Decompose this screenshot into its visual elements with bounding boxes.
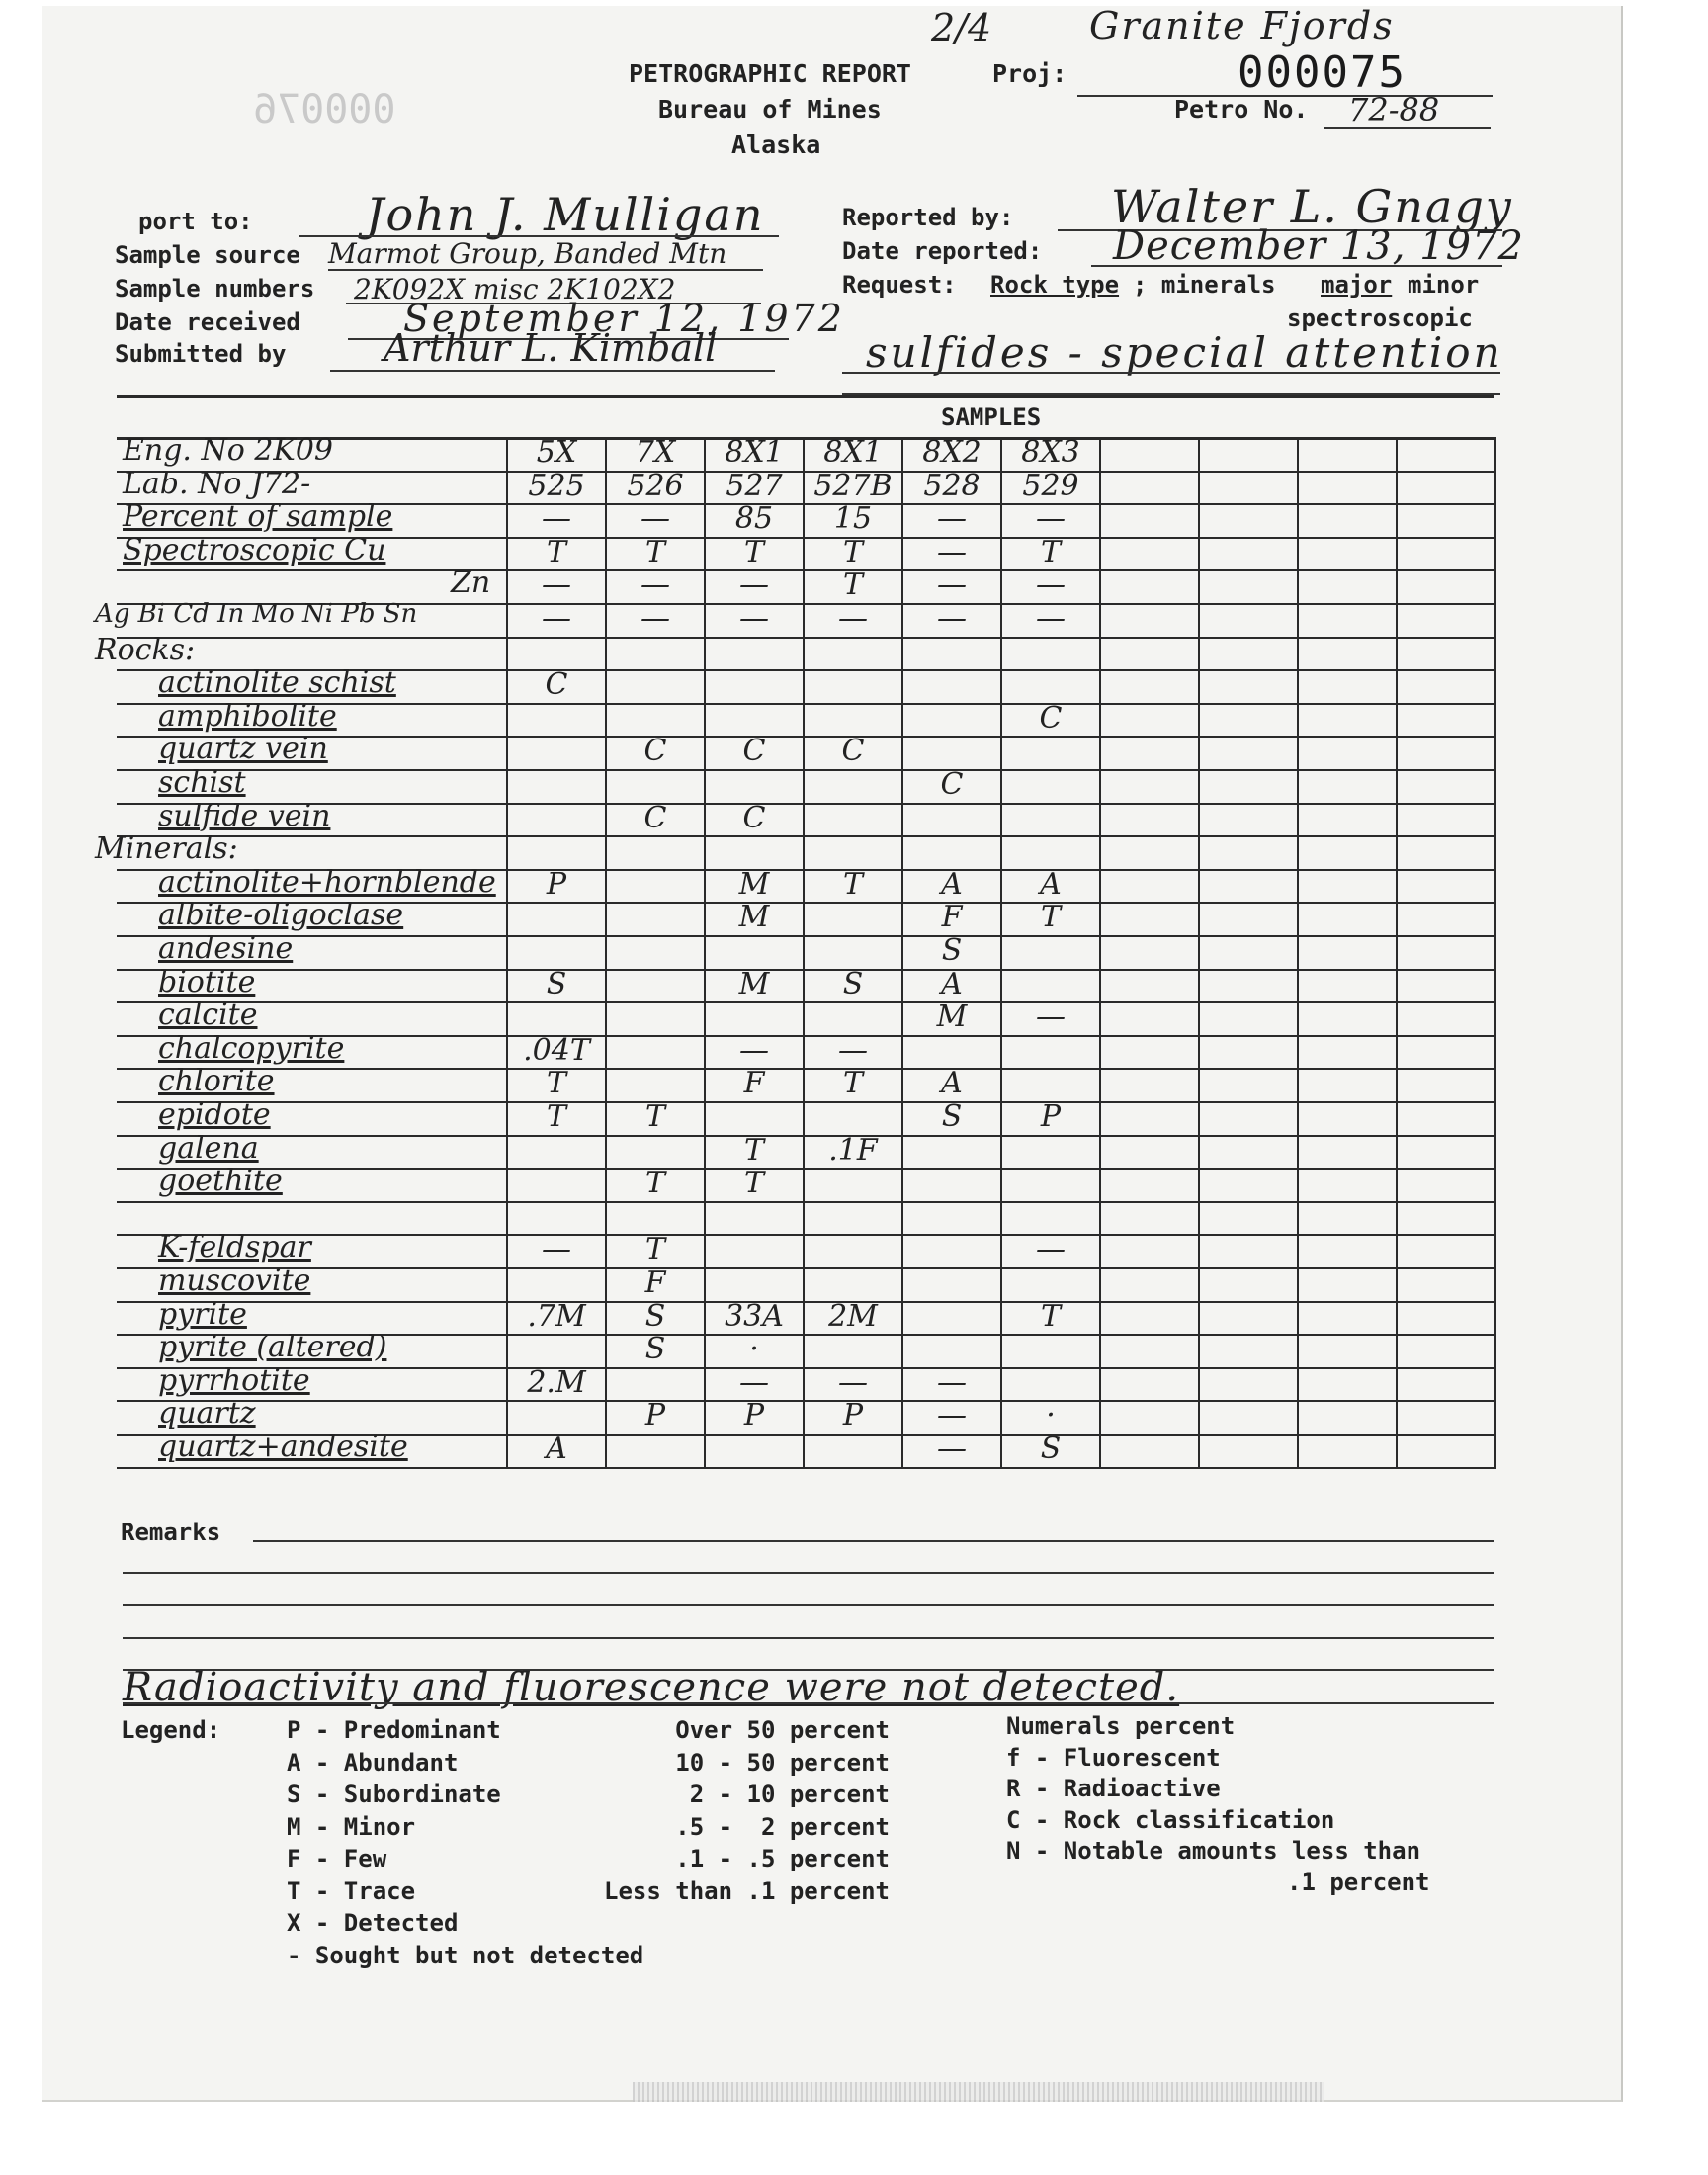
table-cell: T xyxy=(842,1066,863,1101)
legend-other-item: f - Fluorescent xyxy=(1006,1743,1221,1772)
legend-other-item: .1 percent xyxy=(1287,1868,1430,1896)
table-cell: — xyxy=(1036,1000,1066,1035)
table-cell: T xyxy=(644,1166,665,1201)
table-cell: — xyxy=(937,534,967,569)
table-column-rule xyxy=(1198,437,1200,1469)
table-top-rule xyxy=(117,395,1494,398)
table-cell: T xyxy=(644,1232,665,1267)
table-cell: S xyxy=(941,933,963,968)
table-row-label: quartz vein xyxy=(158,732,328,767)
table-cell: A xyxy=(941,966,963,1001)
table-row-rule xyxy=(117,1267,1494,1269)
table-row-label: Eng. No 2K09 xyxy=(123,433,334,468)
table-cell: A xyxy=(941,866,963,902)
table-row-label: Rocks: xyxy=(95,632,196,667)
legend-other-item: C - Rock classification xyxy=(1006,1805,1335,1834)
legend-code-item: A - Abundant xyxy=(287,1748,459,1777)
table-row-label: amphibolite xyxy=(158,698,337,734)
table-cell: T xyxy=(546,1099,566,1134)
table-row-label: chlorite xyxy=(158,1064,275,1099)
table-row-rule xyxy=(117,637,1494,639)
remarks-line-6 xyxy=(123,1702,1494,1704)
table-row-label: quartz+andesite xyxy=(158,1430,408,1464)
table-cell: 8X2 xyxy=(922,435,982,470)
sample-source-value: Marmot Group, Banded Mtn xyxy=(328,237,727,270)
remarks-label: Remarks xyxy=(121,1519,221,1546)
table-row-label: epidote xyxy=(158,1097,271,1132)
report-to-label: port to: xyxy=(138,208,253,235)
table-cell: — xyxy=(838,1364,868,1400)
legend-code-item: T - Trace xyxy=(287,1876,416,1905)
table-cell: T xyxy=(1040,900,1061,935)
submitted-by-label: Submitted by xyxy=(115,340,287,368)
table-row-label: calcite xyxy=(158,998,258,1033)
table-cell: C xyxy=(940,767,964,802)
table-cell: T xyxy=(1040,534,1061,569)
table-cell: A xyxy=(546,1432,567,1466)
remarks-line-2 xyxy=(123,1572,1494,1574)
table-cell: F xyxy=(743,1066,765,1101)
samples-header: SAMPLES xyxy=(941,403,1042,431)
table-cell: T xyxy=(1040,1298,1061,1334)
report-to-value: John J. Mulligan xyxy=(366,188,765,241)
remarks-text: Radioactivity and fluorescence were not detected. xyxy=(123,1665,1180,1710)
table-row-rule xyxy=(117,1201,1494,1203)
legend-range-item: .5 - 2 percent xyxy=(675,1812,890,1841)
submitted-by-underline xyxy=(330,370,775,372)
table-row-label: Lab. No J72- xyxy=(123,466,311,501)
legend-code-item: P - Predominant xyxy=(287,1716,501,1744)
table-row-label: K-feldspar xyxy=(158,1230,311,1265)
table-cell: T xyxy=(546,534,566,569)
legend-other-item: N - Notable amounts less than xyxy=(1006,1837,1421,1865)
table-row-label: schist xyxy=(158,765,246,800)
table-cell: C xyxy=(1039,700,1063,736)
table-cell: T xyxy=(842,534,863,569)
table-column-rule xyxy=(1099,437,1101,1469)
table-cell: P xyxy=(546,866,567,902)
table-column-rule xyxy=(1396,437,1398,1469)
table-cell: — xyxy=(640,601,670,636)
table-cell: — xyxy=(937,501,967,537)
legend-code-item: F - Few xyxy=(287,1845,387,1872)
table-cell: .04T xyxy=(523,1032,590,1068)
table-row-label: Percent of sample xyxy=(123,499,393,535)
table-cell: .1F xyxy=(828,1132,878,1168)
state-name: Alaska xyxy=(731,130,821,159)
table-row-label: actinolite+hornblende xyxy=(158,864,496,900)
table-cell: — xyxy=(937,1364,967,1400)
table-cell: C xyxy=(742,734,766,769)
legend-range-item: Less than .1 percent xyxy=(604,1876,890,1905)
table-row-rule xyxy=(117,769,1494,771)
table-cell: M xyxy=(738,866,770,902)
table-cell: 7X xyxy=(635,435,676,470)
table-row-label: biotite xyxy=(158,964,256,1000)
table-cell: T xyxy=(743,1132,764,1168)
petro-label: Petro No. xyxy=(1174,95,1309,124)
table-row-label: pyrite (altered) xyxy=(158,1330,387,1365)
table-row-label: galena xyxy=(158,1130,259,1166)
table-cell: 8X3 xyxy=(1021,435,1080,470)
table-cell: T xyxy=(644,534,665,569)
reported-by-value: Walter L. Gnagy xyxy=(1111,180,1513,233)
table-cell: 527 xyxy=(726,468,783,503)
table-cell: S xyxy=(546,966,567,1001)
table-cell: T xyxy=(644,1099,665,1134)
table-row-label: goethite xyxy=(158,1164,283,1199)
table-cell: · xyxy=(1046,1398,1056,1434)
date-reported-underline xyxy=(1091,265,1502,267)
legend-other-item: Numerals percent xyxy=(1006,1712,1236,1740)
remarks-line-1 xyxy=(253,1540,1494,1542)
table-cell: 526 xyxy=(627,468,684,503)
table-cell: 8X1 xyxy=(725,435,784,470)
sample-source-label: Sample source xyxy=(115,241,300,269)
table-cell: P xyxy=(743,1398,765,1434)
table-cell: — xyxy=(937,1432,967,1466)
table-cell: — xyxy=(739,567,769,603)
table-cell: — xyxy=(838,1032,868,1068)
remarks-line-3 xyxy=(123,1604,1494,1606)
table-cell: C xyxy=(545,667,568,703)
table-column-rule xyxy=(1297,437,1299,1469)
table-cell: S xyxy=(842,966,864,1001)
table-cell: — xyxy=(838,601,868,636)
legend-code-item: M - Minor xyxy=(287,1812,416,1841)
table-row-rule xyxy=(117,1001,1494,1003)
table-cell: S xyxy=(644,1298,666,1334)
table-column-rule xyxy=(1494,437,1496,1469)
table-cell: — xyxy=(542,1232,571,1267)
table-cell: C xyxy=(742,800,766,835)
table-cell: T xyxy=(546,1066,566,1101)
table-cell: 529 xyxy=(1022,468,1079,503)
table-cell: — xyxy=(1036,1232,1066,1267)
table-cell: T xyxy=(842,567,863,603)
table-cell: S xyxy=(644,1332,666,1367)
petro-number: 72-88 xyxy=(1348,91,1440,129)
date-received-label: Date received xyxy=(115,308,300,336)
table-cell: 2M xyxy=(828,1298,878,1334)
scan-artifact xyxy=(633,2082,1324,2102)
table-cell: — xyxy=(937,567,967,603)
table-row-rule xyxy=(117,1101,1494,1103)
table-cell: C xyxy=(841,734,865,769)
table-cell: P xyxy=(644,1398,666,1434)
request-label: Request: xyxy=(842,271,957,299)
request-major: major xyxy=(1321,271,1393,299)
legend-range-item: 10 - 50 percent xyxy=(675,1748,890,1777)
table-cell: — xyxy=(542,567,571,603)
table-cell: 527B xyxy=(813,468,893,503)
table-cell: 2.M xyxy=(527,1364,586,1400)
table-cell: — xyxy=(1036,567,1066,603)
bleedthrough-number: 000076 xyxy=(253,87,396,132)
legend-code-item: - Sought but not detected xyxy=(287,1941,644,1969)
table-cell: M xyxy=(936,1000,968,1035)
table-cell: S xyxy=(941,1099,963,1134)
table-row-rule xyxy=(117,1168,1494,1170)
table-cell: — xyxy=(937,1398,967,1434)
table-cell: — xyxy=(640,501,670,537)
date-received-value: September 12, 1972 xyxy=(403,297,845,340)
remarks-line-4 xyxy=(123,1637,1494,1639)
reported-by-label: Reported by: xyxy=(842,204,1014,231)
table-row-label: sulfide vein xyxy=(158,798,331,833)
table-cell: — xyxy=(542,601,571,636)
legend-range-item: 2 - 10 percent xyxy=(689,1781,890,1808)
legend-code-item: S - Subordinate xyxy=(287,1781,501,1808)
table-row-rule xyxy=(117,1234,1494,1236)
legend-code-item: X - Detected xyxy=(287,1909,459,1937)
table-cell: — xyxy=(1036,601,1066,636)
report-title: PETROGRAPHIC REPORT xyxy=(629,59,911,88)
table-cell: 528 xyxy=(923,468,981,503)
table-cell: 5X xyxy=(536,435,577,470)
table-row-rule xyxy=(117,1467,1494,1469)
table-cell: — xyxy=(739,1364,769,1400)
table-cell: 525 xyxy=(528,468,585,503)
table-cell: M xyxy=(738,966,770,1001)
table-cell: .7M xyxy=(527,1298,586,1334)
table-cell: C xyxy=(643,734,667,769)
table-cell: T xyxy=(842,866,863,902)
table-cell: — xyxy=(542,501,571,537)
legend-title: Legend: xyxy=(121,1716,221,1744)
table-row-rule xyxy=(117,935,1494,937)
table-cell: · xyxy=(749,1332,759,1367)
request-minerals: ; minerals xyxy=(1133,271,1276,299)
table-cell: 33A xyxy=(725,1298,784,1334)
sample-numbers-value: 2K092X misc 2K102X2 xyxy=(354,273,676,305)
table-cell: T xyxy=(743,534,764,569)
table-row-label: pyrrhotite xyxy=(158,1362,310,1398)
project-name: Granite Fjords xyxy=(1089,4,1395,47)
table-cell: — xyxy=(640,567,670,603)
legend-range-item: Over 50 percent xyxy=(675,1716,890,1744)
table-row-label: Spectroscopic Cu xyxy=(123,532,386,567)
table-cell: 8X1 xyxy=(823,435,883,470)
table-row-label: chalcopyrite xyxy=(158,1030,345,1066)
table-row-label: actinolite schist xyxy=(158,665,396,701)
table-row-label: pyrite xyxy=(158,1296,247,1332)
legend-range-item: .1 - .5 percent xyxy=(675,1845,890,1872)
petro-underline xyxy=(1324,127,1491,129)
table-cell: A xyxy=(941,1066,963,1101)
table-row-label: quartz xyxy=(158,1396,256,1432)
request-rock-type: Rock type xyxy=(990,271,1120,299)
request-minor: minor xyxy=(1408,271,1480,299)
table-cell: P xyxy=(1040,1099,1062,1134)
table-row-label: andesine xyxy=(158,931,294,966)
table-row-label: albite-oligoclase xyxy=(158,898,404,933)
table-row-label: Ag Bi Cd In Mo Ni Pb Sn xyxy=(95,599,418,629)
table-cell: — xyxy=(739,601,769,636)
request-spectroscopic: spectroscopic xyxy=(1287,304,1473,332)
table-cell: C xyxy=(643,800,667,835)
date-reported-label: Date reported: xyxy=(842,237,1043,265)
table-row-rule xyxy=(117,835,1494,837)
page-mark: 2/4 xyxy=(931,6,992,49)
table-cell: M xyxy=(738,900,770,935)
table-cell: — xyxy=(739,1032,769,1068)
table-cell: S xyxy=(1040,1432,1062,1466)
table-cell: — xyxy=(937,601,967,636)
request-underline xyxy=(842,372,1500,374)
table-cell: F xyxy=(644,1265,666,1300)
table-cell: T xyxy=(743,1166,764,1201)
date-reported-value: December 13, 1972 xyxy=(1113,223,1524,269)
sample-source-underline xyxy=(328,269,763,271)
proj-number: 000075 xyxy=(1238,47,1407,98)
table-row-label: muscovite xyxy=(158,1263,311,1298)
request-note: sulfides - special attention xyxy=(866,328,1503,377)
table-cell: 15 xyxy=(833,501,873,537)
table-row-label: Zn xyxy=(451,566,491,601)
proj-label: Proj: xyxy=(992,59,1068,88)
table-cell: P xyxy=(842,1398,864,1434)
table-cell: 85 xyxy=(734,501,774,537)
table-cell: F xyxy=(941,900,963,935)
table-cell: A xyxy=(1040,866,1062,902)
table-row-label: Minerals: xyxy=(95,831,238,867)
submitted-by-value: Arthur L. Kimball xyxy=(384,326,718,370)
bureau-name: Bureau of Mines xyxy=(658,95,882,124)
legend-other-item: R - Radioactive xyxy=(1006,1775,1221,1802)
sample-numbers-label: Sample numbers xyxy=(115,275,315,303)
table-cell: — xyxy=(1036,501,1066,537)
